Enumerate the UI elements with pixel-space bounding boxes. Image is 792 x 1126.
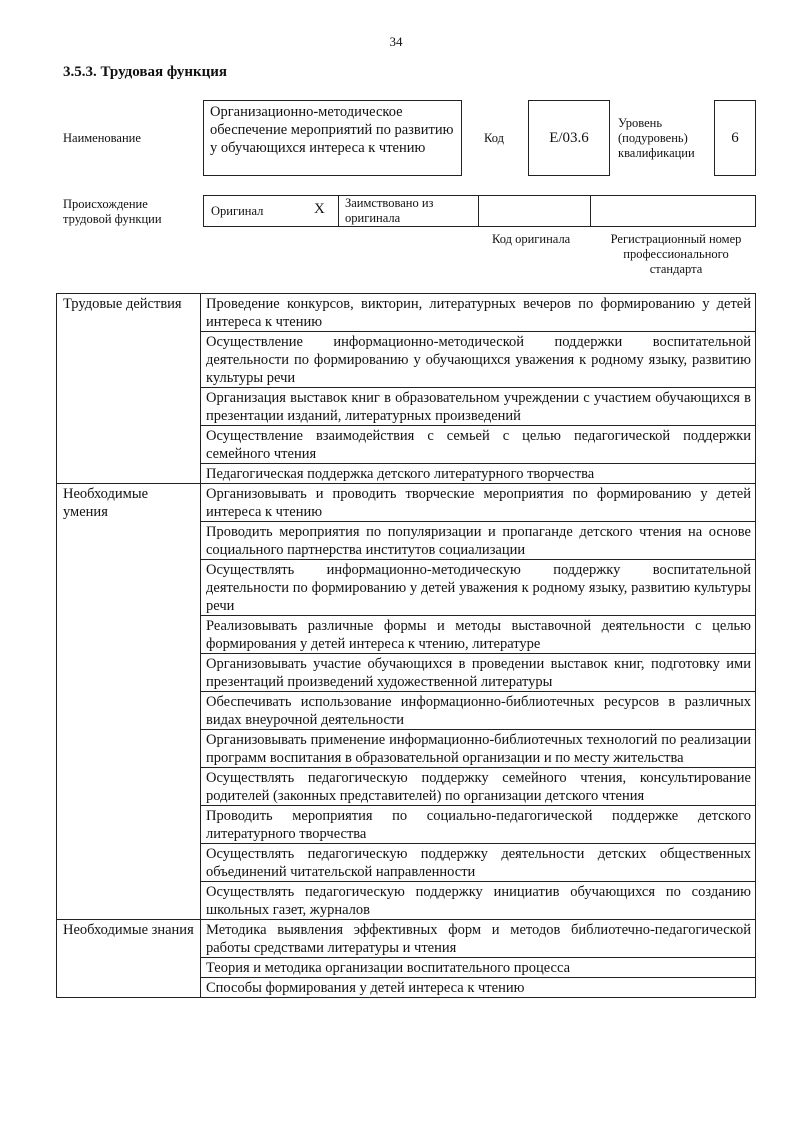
reg-number-caption bbox=[596, 232, 756, 277]
required-skills-item: Осуществлять информационно-методическую поддержку воспитательной деятельности по формированию у детей уважения к родному языку, развитию культуры речи bbox=[201, 560, 756, 616]
level-value: 6 bbox=[714, 100, 756, 176]
borrowed-label bbox=[345, 196, 433, 226]
required-knowledge-item: Теория и методика организации воспитательного процесса bbox=[201, 958, 756, 978]
required-skills-item: Организовывать и проводить творческие мероприятия по формированию у детей интереса к чтению bbox=[201, 484, 756, 522]
required-skills-item: Проводить мероприятия по социально-педагогической поддержке детского литературного творчества bbox=[201, 806, 756, 844]
reg-number-caption-line-1: Регистрационный номер bbox=[610, 232, 742, 246]
labor-actions-category: Трудовые действия bbox=[57, 294, 201, 484]
borrowed-label-line-2: оригинала bbox=[345, 211, 401, 225]
required-skills-item: Осуществлять педагогическую поддержку инициатив обучающихся по созданию школьных газет, журналов bbox=[201, 882, 756, 920]
labor-actions-item: Педагогическая поддержка детского литературного творчества bbox=[201, 464, 756, 484]
required-skills-item: Организовывать применение информационно-библиотечных технологий по реализации программ воспитания в образовательной организации и по месту жительства bbox=[201, 730, 756, 768]
level-label bbox=[618, 116, 695, 161]
original-mark: X bbox=[314, 201, 325, 217]
labor-actions-item: Проведение конкурсов, викторин, литературных вечеров по формированию у детей интереса к чтению bbox=[201, 294, 756, 332]
level-label-line-2: (подуровень) bbox=[618, 131, 688, 145]
reg-number-caption-line-2: профессионального bbox=[623, 247, 729, 261]
required-knowledge-item: Методика выявления эффективных форм и методов библиотечно-педагогической работы средствами литературы и чтения bbox=[201, 920, 756, 958]
name-label: Наименование bbox=[63, 131, 141, 145]
reg-number-cell bbox=[591, 196, 755, 226]
labor-actions-item: Осуществление информационно-методической поддержки воспитательной деятельности по формированию у обучающихся уважения к родному языку, развитию культуры речи bbox=[201, 332, 756, 388]
level-label-line-3: квалификации bbox=[618, 146, 695, 160]
code-original-cell bbox=[479, 196, 591, 226]
required-skills-category: Необходимые умения bbox=[57, 484, 201, 920]
code-value: E/03.6 bbox=[528, 100, 610, 176]
table-row bbox=[57, 920, 756, 958]
table-row bbox=[57, 294, 756, 332]
required-skills-item: Организовывать участие обучающихся в проведении выставок книг, подготовку ими презентаций произведений художественной литературы bbox=[201, 654, 756, 692]
required-skills-item: Осуществлять педагогическую поддержку деятельности детских общественных объединений читательской направленности bbox=[201, 844, 756, 882]
original-label: Оригинал bbox=[211, 204, 264, 218]
labor-actions-item: Осуществление взаимодействия с семьей с целью педагогической поддержки семейного чтения bbox=[201, 426, 756, 464]
page-number: 34 bbox=[389, 34, 403, 49]
required-skills-item: Осуществлять педагогическую поддержку семейного чтения, консультирование родителей (законных представителей) по организации детского чтения bbox=[201, 768, 756, 806]
section-title: 3.5.3. Трудовая функция bbox=[63, 64, 228, 80]
function-details-table bbox=[56, 293, 756, 998]
required-knowledge-item: Способы формирования у детей интереса к чтению bbox=[201, 978, 756, 998]
required-skills-item: Обеспечивать использование информационно-библиотечных ресурсов в различных видах внеурочной деятельности bbox=[201, 692, 756, 730]
origin-table bbox=[203, 195, 756, 227]
required-skills-item: Проводить мероприятия по популяризации и пропаганде детского чтения на основе социального партнерства институтов социализации bbox=[201, 522, 756, 560]
level-label-line-1: Уровень bbox=[618, 116, 663, 130]
borrowed-cell bbox=[339, 196, 479, 226]
borrowed-label-line-1: Заимствовано из bbox=[345, 196, 434, 210]
labor-actions-item: Организация выставок книг в образовательном учреждении с участием обучающихся в презентации изданий, литературных произведений bbox=[201, 388, 756, 426]
function-name-box: Организационно-методическое обеспечение мероприятий по развитию у обучающихся интереса к чтению bbox=[203, 100, 462, 176]
original-cell bbox=[204, 196, 339, 226]
required-skills-item: Реализовывать различные формы и методы выставочной деятельности с целью формирования у детей интереса к чтению, литературе bbox=[201, 616, 756, 654]
origin-label-line-1: Происхождение bbox=[63, 197, 148, 211]
code-original-caption: Код оригинала bbox=[492, 232, 571, 246]
reg-number-caption-line-3: стандарта bbox=[649, 262, 703, 276]
required-knowledge-category: Необходимые знания bbox=[57, 920, 201, 998]
code-label: Код bbox=[484, 131, 504, 145]
table-row bbox=[57, 484, 756, 522]
origin-label-line-2: трудовой функции bbox=[63, 212, 162, 226]
origin-label bbox=[63, 197, 162, 227]
